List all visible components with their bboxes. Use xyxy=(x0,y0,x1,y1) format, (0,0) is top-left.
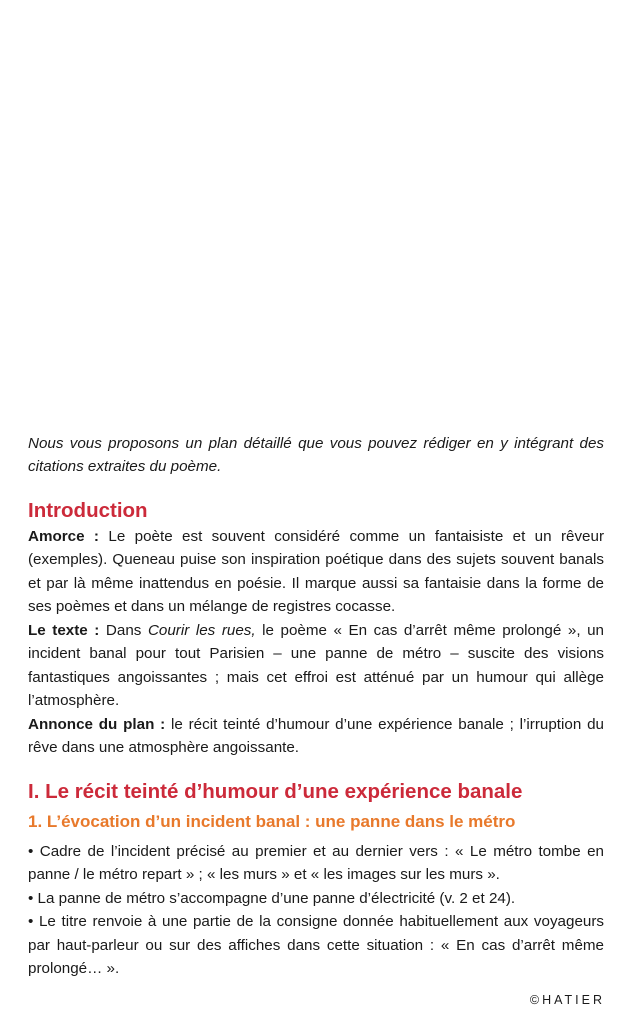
list-item: • Le titre renvoie à une partie de la consigne donnée habituellement aux voyageurs par haut-parleur ou sur des affiches dans cette situation : « En cas d’arrêt même prolongé… ». xyxy=(28,913,604,978)
part1-sub1-heading: 1. L’évocation d’un incident banal : une panne dans le métro xyxy=(28,812,516,831)
amorce-paragraph xyxy=(28,525,604,619)
plan-label: Annonce du plan : xyxy=(28,716,166,733)
introduction-heading: Introduction xyxy=(28,499,148,522)
publisher-footer: ©HATIER xyxy=(529,993,605,1007)
amorce-text: Le poète est souvent considéré comme un fantaisiste et un rêveur (exemples). Queneau puise son inspiration poétique dans des sujets souvent banals et par là même inattendus en poésie. Il marque aussi sa fantaisie dans la forme de ses poèmes et dans un mélange de registres cocasse. xyxy=(28,528,604,616)
bullet-list xyxy=(28,840,604,980)
list-item: • Cadre de l’incident précisé au premier et au dernier vers : « Le métro tombe en panne / le métro repart » ; « les murs » et « les images sur les murs ». xyxy=(28,843,604,884)
part1-heading: I. Le récit teinté d’humour d’une expérience banale xyxy=(28,780,523,803)
texte-after: le poème « En cas d’arrêt même prolongé », un incident banal pour tout Parisien – une panne de métro – suscite des visions fantastiques angoissantes ; mais cet effroi est atténué par un humour qui allège l’atmosphère. xyxy=(28,622,604,710)
texte-paragraph xyxy=(28,619,604,713)
plan-text: le récit teinté d’humour d’une expérience banale ; l’irruption du rêve dans une atmosphère angoissante. xyxy=(28,716,604,757)
book-title: Courir les rues, xyxy=(147,622,256,639)
amorce-label: Amorce : xyxy=(28,528,99,545)
texte-before: Dans xyxy=(99,622,148,639)
texte-label: Le texte : xyxy=(28,622,100,639)
list-item: • La panne de métro s’accompagne d’une panne d’électricité (v. 2 et 24). xyxy=(28,889,516,907)
plan-paragraph xyxy=(28,713,604,760)
intro-note: Nous vous proposons un plan détaillé que vous pouvez rédiger en y intégrant des citations extraites du poème. xyxy=(28,435,604,475)
